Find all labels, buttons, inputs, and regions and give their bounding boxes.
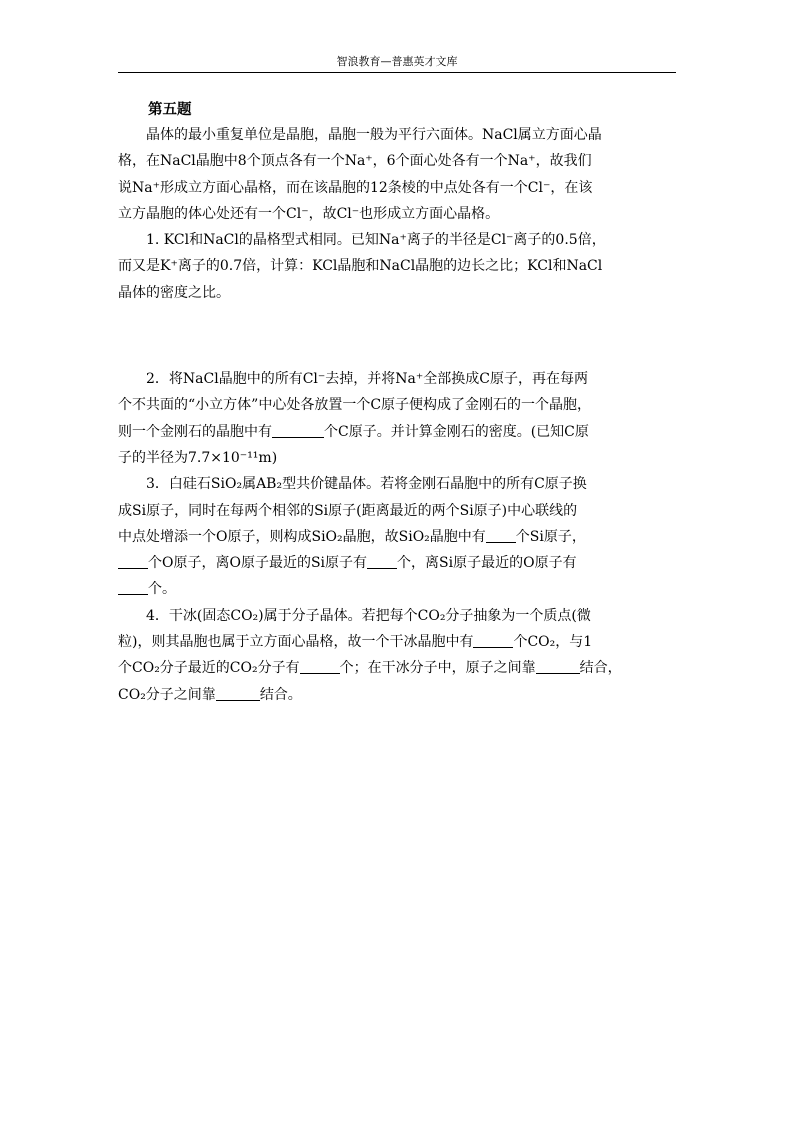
question-4 [118, 603, 676, 708]
q2-line: 2．将NaCl晶胞中的所有Cl⁻去掉，并将Na⁺全部换成C原子，再在每两 [146, 371, 588, 388]
q1-line: 1. KCl和NaCl的晶格型式相同。已知Na⁺离子的半径是Cl⁻离子的0.5倍， [146, 232, 606, 249]
q4-text: CO₂分子之间靠 [118, 686, 216, 703]
answer-blank[interactable] [536, 659, 580, 674]
q1-line: 而又是K⁺离子的0.7倍，计算：KCl晶胞和NaCl晶胞的边长之比；KCl和NaCl [118, 258, 603, 275]
q3-text: 个，离Si原子最近的O原子有 [397, 555, 577, 572]
header-rule [118, 72, 676, 73]
answer-blank[interactable] [486, 528, 516, 543]
answer-blank[interactable] [118, 580, 148, 595]
q4-line: 4．干冰(固态CO₂)属于分子晶体。若把每个CO₂分子抽象为一个质点(微 [146, 607, 591, 624]
answer-blank[interactable] [216, 686, 260, 701]
intro-line: 晶体的最小重复单位是晶胞，晶胞一般为平行六面体。NaCl属立方面心晶 [146, 127, 602, 143]
answer-blank[interactable] [473, 633, 513, 648]
q2-text: 个C原子。并计算金刚石的密度。(已知C原 [324, 423, 589, 440]
q3-text: 个。 [148, 581, 176, 598]
q4-line [118, 629, 676, 655]
problem-title: 第五题 [148, 101, 192, 118]
q3-line [118, 550, 676, 576]
q2-line [118, 419, 676, 445]
intro-line: 格，在NaCl晶胞中8个顶点各有一个Na⁺，6个面心处各有一个Na⁺，故我们 [118, 153, 592, 170]
q4-text: 结合， [579, 660, 622, 677]
q3-text: 中点处增添一个O原子，则构成SiO₂晶胞，故SiO₂晶胞中有 [118, 528, 486, 545]
document-body [118, 98, 676, 708]
q3-text: 个Si原子， [515, 528, 586, 545]
q3-line [118, 524, 676, 550]
page-header: 智浪教育—普惠英才文库 [336, 55, 458, 68]
q2-text: 则一个金刚石的晶胞中有 [118, 423, 272, 440]
question-1 [118, 227, 676, 306]
q4-text: 个CO₂分子最近的CO₂分子有 [118, 660, 300, 677]
q4-text: 粒)，则其晶胞也属于立方面心晶格，故一个干冰晶胞中有 [118, 634, 474, 651]
q4-line [118, 655, 676, 681]
q3-line [118, 576, 676, 602]
intro-line: 立方晶胞的体心处还有一个Cl⁻，故Cl⁻也形成立方面心晶格。 [118, 205, 500, 222]
answer-blank[interactable] [272, 423, 324, 438]
q4-line [118, 682, 676, 708]
q4-text: 个CO₂，与1 [513, 634, 593, 651]
answer-blank[interactable] [300, 659, 340, 674]
question-3 [118, 471, 676, 602]
intro-line: 说Na⁺形成立方面心晶格，而在该晶胞的12条棱的中点处各有一个Cl⁻，在该 [118, 179, 593, 196]
question-2 [118, 366, 676, 471]
q4-text: 个；在干冰分子中，原子之间靠 [339, 660, 536, 677]
q2-line: 个不共面的“小立方体”中心处各放置一个C原子便构成了金刚石的一个晶胞， [118, 397, 592, 414]
q2-line: 子的半径为7.7×10⁻¹¹m) [118, 449, 278, 466]
answer-blank[interactable] [367, 554, 397, 569]
q4-text: 结合。 [259, 686, 302, 703]
q3-line: 3．白硅石SiO₂属AB₂型共价键晶体。若将金刚石晶胞中的所有C原子换 [146, 476, 587, 493]
intro-paragraph [118, 122, 676, 227]
q3-line: 成Si原子，同时在每两个相邻的Si原子(距离最近的两个Si原子)中心联线的 [118, 502, 578, 519]
q1-line: 晶体的密度之比。 [118, 284, 230, 301]
answer-blank[interactable] [118, 554, 148, 569]
q3-text: 个O原子，离O原子最近的Si原子有 [148, 555, 368, 572]
